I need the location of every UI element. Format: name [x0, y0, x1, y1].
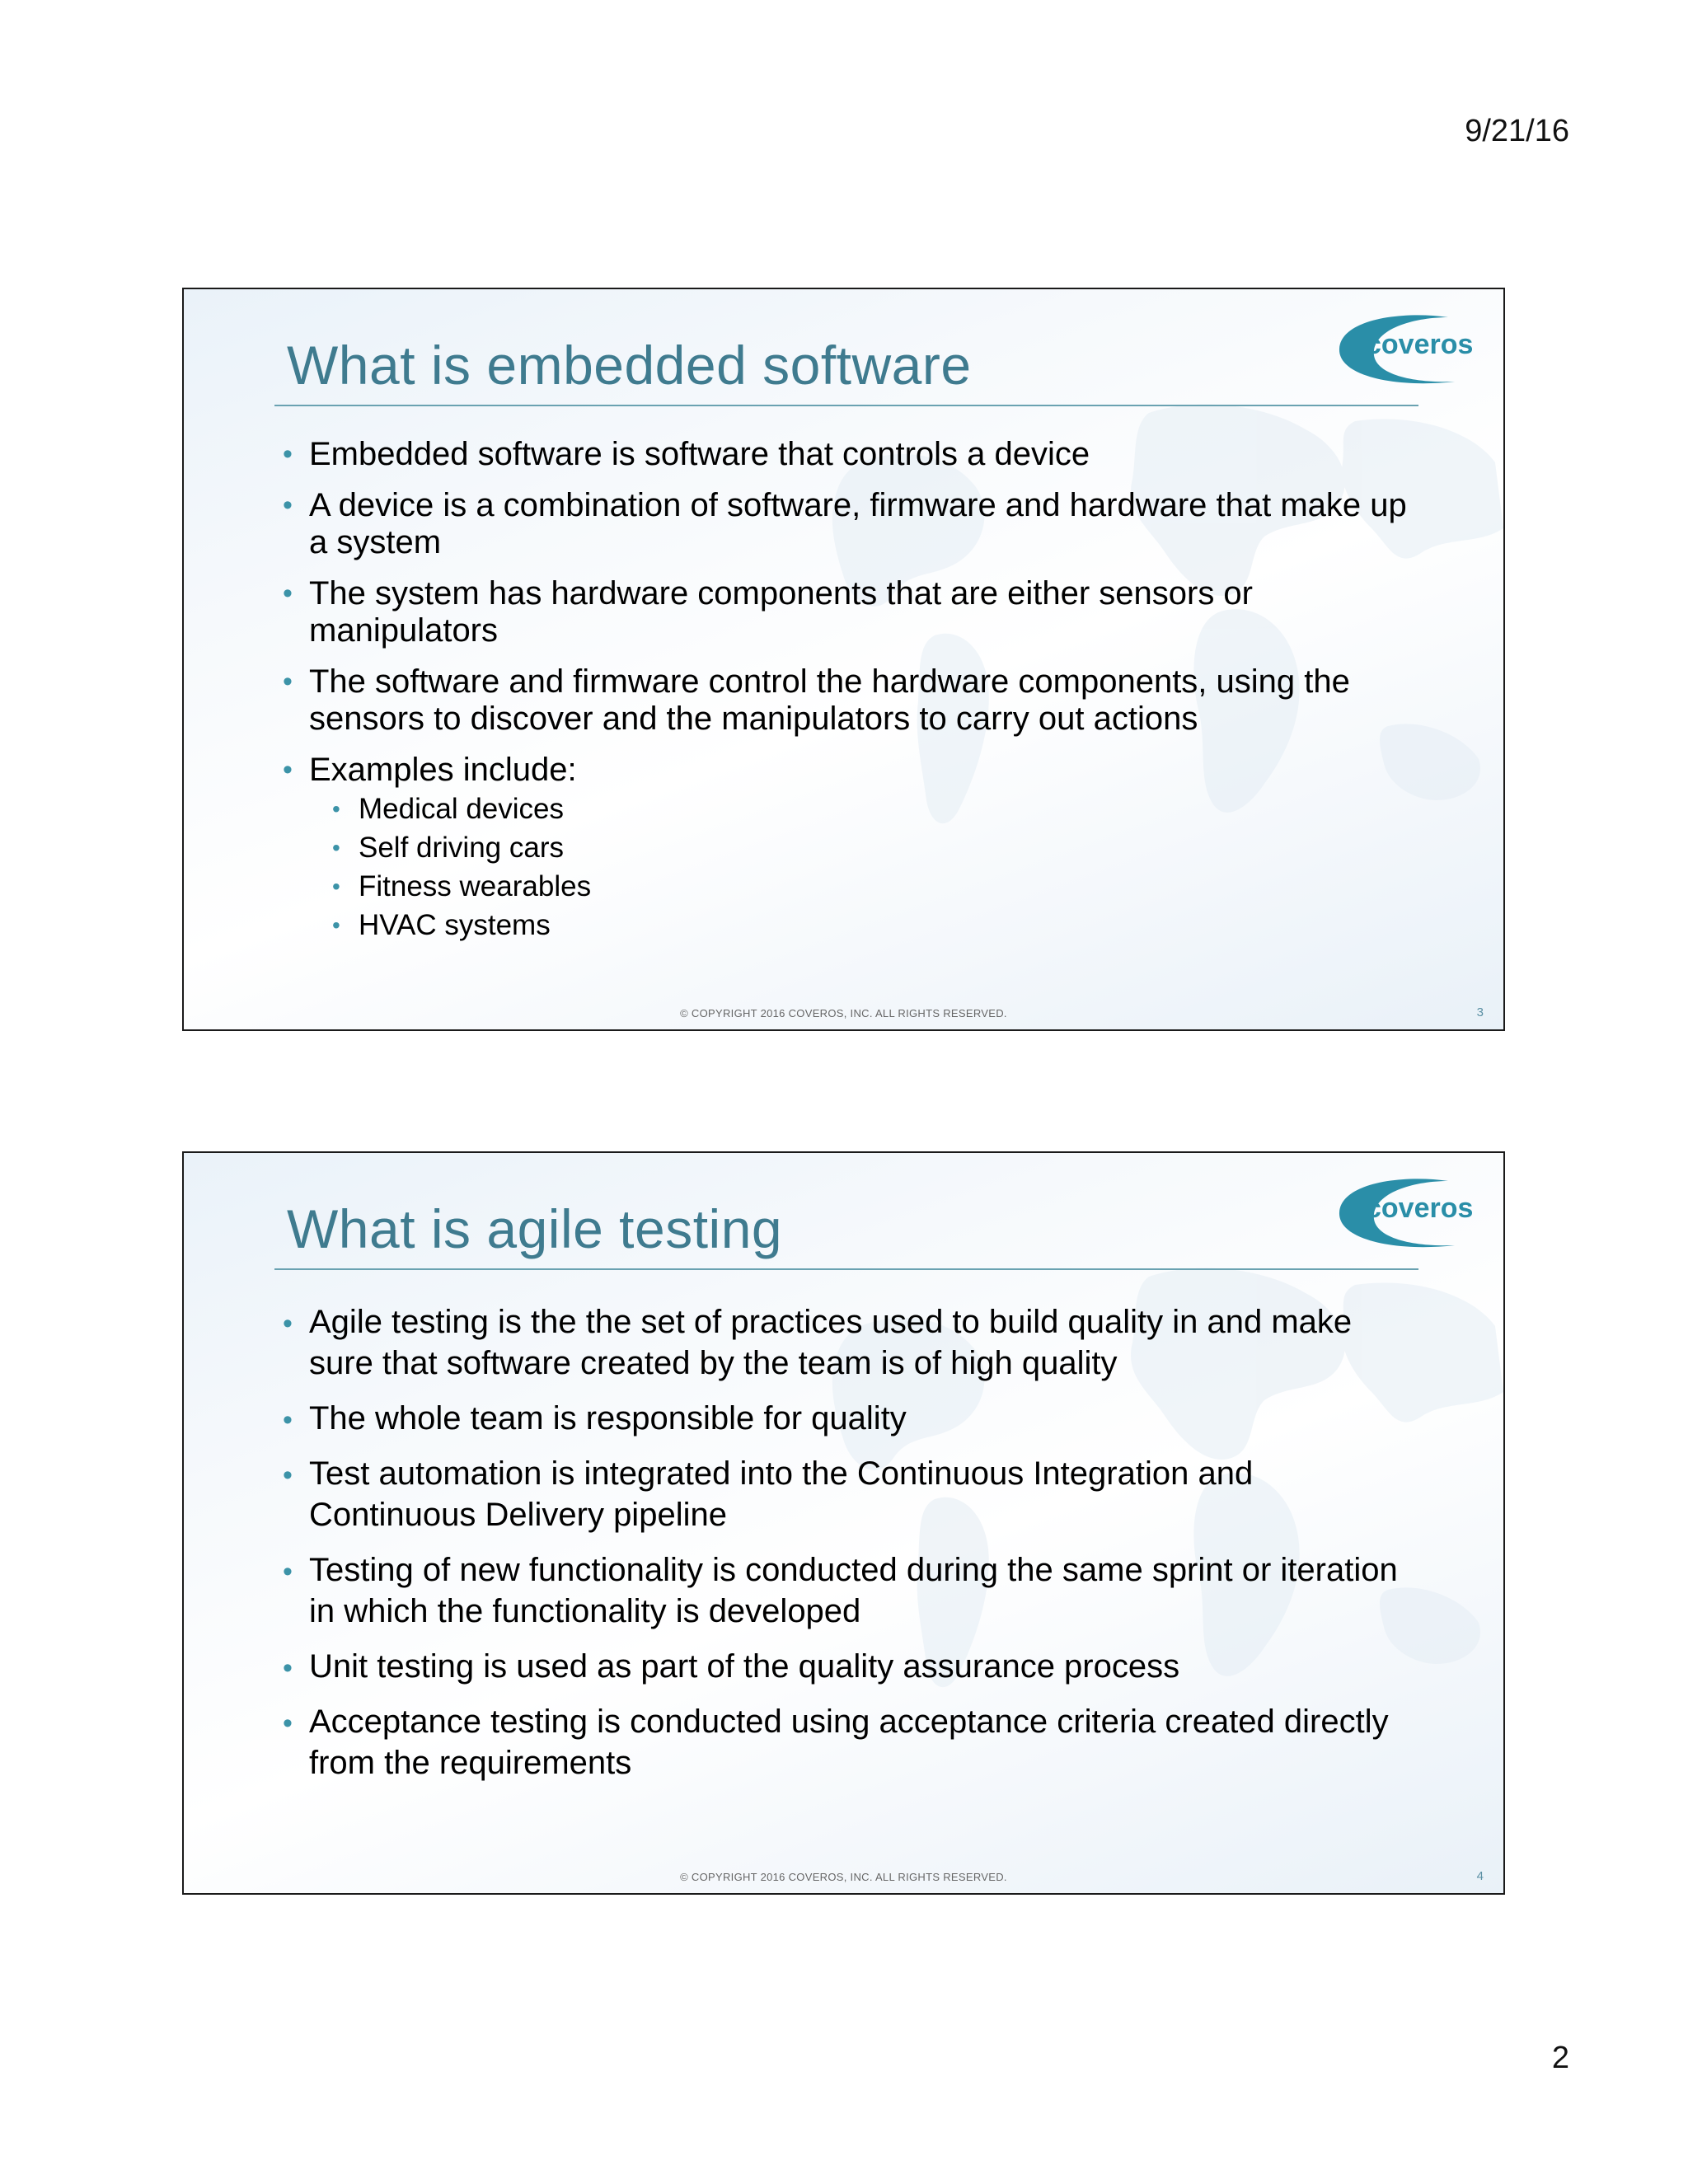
bullet-dot-icon: •	[332, 835, 340, 860]
bullet-list	[283, 1301, 1420, 1797]
list-item	[283, 663, 1420, 738]
bullet-text: A device is a combination of software, firmware and hardware that make up a system	[309, 487, 1407, 560]
logo-text: coveros	[1366, 329, 1474, 360]
slide-embedded-software	[182, 288, 1505, 1031]
bullet-dot-icon: •	[332, 874, 340, 899]
bullet-text: Unit testing is used as part of the quality assurance process	[309, 1648, 1180, 1685]
bullet-dot-icon: •	[332, 796, 340, 822]
bullet-dot-icon: •	[283, 1308, 293, 1339]
list-item	[283, 487, 1420, 561]
slide-number: 3	[1476, 1005, 1484, 1019]
page-date: 9/21/16	[1465, 114, 1569, 148]
list-item	[283, 1701, 1420, 1783]
list-item	[283, 1453, 1420, 1535]
sub-list-item	[332, 908, 1420, 943]
coveros-logo-icon	[1325, 307, 1489, 390]
title-divider	[274, 405, 1418, 406]
bullet-text: The system has hardware components that are either sensors or manipulators	[309, 575, 1253, 649]
slide-number: 4	[1476, 1869, 1484, 1883]
bullet-dot-icon: •	[283, 1556, 293, 1587]
bullet-dot-icon: •	[332, 912, 340, 938]
bullet-text: Agile testing is the the set of practices used to build quality in and make sure that software created by the team is of high quality	[309, 1304, 1353, 1381]
bullet-dot-icon: •	[283, 1708, 293, 1739]
coveros-logo-icon	[1325, 1171, 1489, 1254]
bullet-text: Testing of new functionality is conducted during the same sprint or iteration in which the functionality is developed	[309, 1552, 1398, 1629]
bullet-text: The software and firmware control the hardware components, using the sensors to discover and the manipulators to carry out actions	[309, 663, 1350, 737]
sub-list-item	[332, 831, 1420, 865]
sub-list-item	[332, 792, 1420, 827]
bullet-dot-icon: •	[283, 666, 293, 697]
page-number: 2	[1551, 2041, 1569, 2075]
title-divider	[274, 1268, 1418, 1270]
copyright-notice: © COPYRIGHT 2016 COVEROS, INC. ALL RIGHTS RESERVED.	[680, 1007, 1007, 1019]
bullet-dot-icon: •	[283, 578, 293, 609]
bullet-text: Embedded software is software that controls a device	[309, 436, 1090, 472]
slide-agile-testing	[182, 1151, 1505, 1895]
list-item	[283, 1398, 1420, 1439]
sub-bullet-text: HVAC systems	[359, 909, 551, 941]
list-item	[283, 1646, 1420, 1687]
bullet-dot-icon: •	[283, 1652, 293, 1684]
list-item	[283, 1301, 1420, 1384]
bullet-text: Test automation is integrated into the Continuous Integration and Continuous Delivery pipeline	[309, 1455, 1254, 1533]
copyright-notice: © COPYRIGHT 2016 COVEROS, INC. ALL RIGHTS RESERVED.	[680, 1871, 1007, 1883]
slide-title: What is embedded software	[287, 335, 972, 396]
list-item	[283, 1549, 1420, 1632]
bullet-text: Acceptance testing is conducted using acceptance criteria created directly from the requirements	[309, 1704, 1389, 1781]
logo-text: coveros	[1366, 1193, 1474, 1224]
bullet-dot-icon: •	[283, 754, 293, 785]
list-item	[283, 575, 1420, 649]
bullet-dot-icon: •	[283, 1404, 293, 1436]
bullet-dot-icon: •	[283, 438, 293, 470]
sub-bullet-text: Self driving cars	[359, 832, 564, 864]
slide-title: What is agile testing	[287, 1198, 783, 1259]
bullet-text: Examples include:	[309, 752, 577, 788]
bullet-text: The whole team is responsible for quality	[309, 1400, 907, 1436]
list-item	[283, 752, 1420, 789]
bullet-dot-icon: •	[283, 490, 293, 521]
sub-bullet-text: Medical devices	[359, 793, 564, 825]
list-item	[283, 436, 1420, 473]
bullet-dot-icon: •	[283, 1460, 293, 1491]
bullet-list	[283, 436, 1420, 947]
sub-list-item	[332, 869, 1420, 904]
sub-bullet-text: Fitness wearables	[359, 870, 592, 902]
